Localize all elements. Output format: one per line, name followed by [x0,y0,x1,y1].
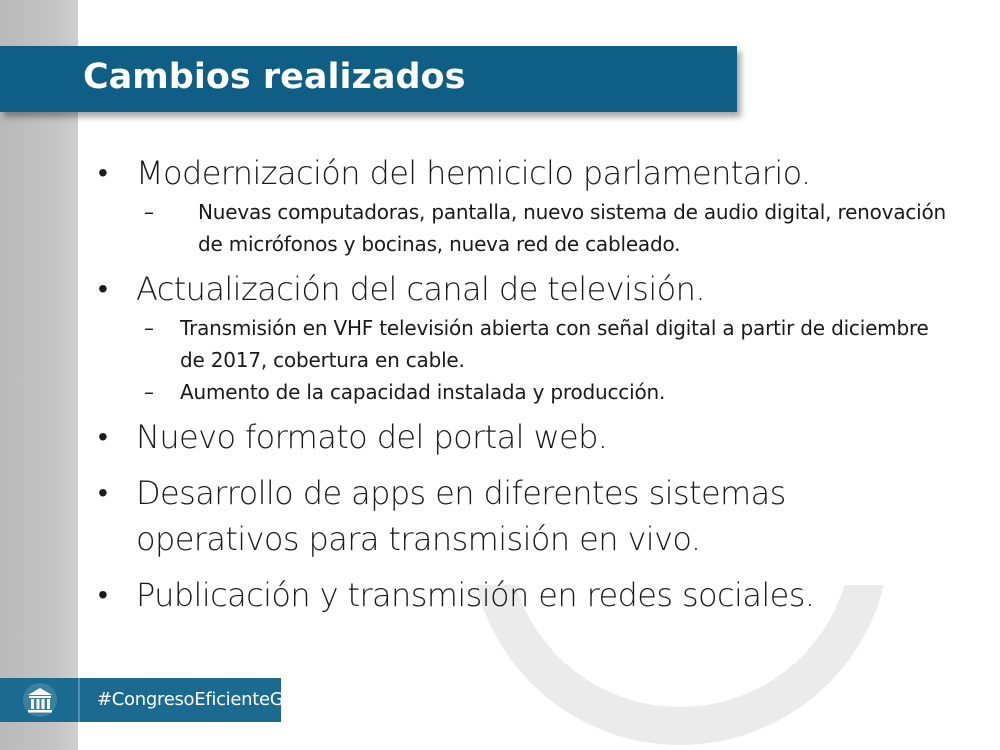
bullet-dot: • [98,156,108,189]
footer-hashtag: #CongresoEficienteGT [97,689,294,710]
bullet-item [98,470,958,562]
bullet-block-3 [98,414,958,460]
sub-bullet-item [98,196,958,260]
slide-title: Cambios realizados [83,57,466,97]
footer-divider [78,678,80,722]
bullet-item [98,150,958,196]
bullet-text: Actualización del canal de televisión. [136,270,705,308]
sub-list [98,312,958,408]
bullet-block-4 [98,470,958,562]
bullet-dot: • [98,578,108,611]
sub-bullet-dash: – [144,316,154,340]
bullet-text: Nuevo formato del portal web. [136,418,608,456]
sub-bullet-item [98,376,958,408]
bullet-text: Modernización del hemiciclo parlamentario. [136,154,811,192]
congress-building-icon [22,682,58,718]
bullet-list [98,150,958,618]
bullet-dot: • [98,476,108,509]
bullet-item [98,266,958,312]
bullet-text: Desarrollo de apps en diferentes sistemas operativos para transmisión en vivo. [136,474,786,558]
bullet-dot: • [98,420,108,453]
sub-bullet-dash: – [144,380,154,404]
sub-bullet-text: Nuevas computadoras, pantalla, nuevo sistema de audio digital, renovación de micrófonos y bocinas, nueva red de cableado. [198,200,947,256]
bullet-dot: • [98,272,108,305]
sub-bullet-text: Transmisión en VHF televisión abierta con señal digital a partir de diciembre de 2017, cobertura en cable. [180,316,929,372]
bullet-text: Publicación y transmisión en redes sociales. [136,576,815,614]
sub-list [98,196,958,260]
bullet-item [98,572,958,618]
sub-bullet-dash: – [144,200,154,224]
bullet-block-1 [98,150,958,260]
bullet-block-5 [98,572,958,618]
bullet-block-2 [98,266,958,408]
sub-bullet-item [98,312,958,376]
sub-bullet-text: Aumento de la capacidad instalada y producción. [180,380,666,404]
left-sidebar-bar [0,0,78,750]
bullet-item [98,414,958,460]
